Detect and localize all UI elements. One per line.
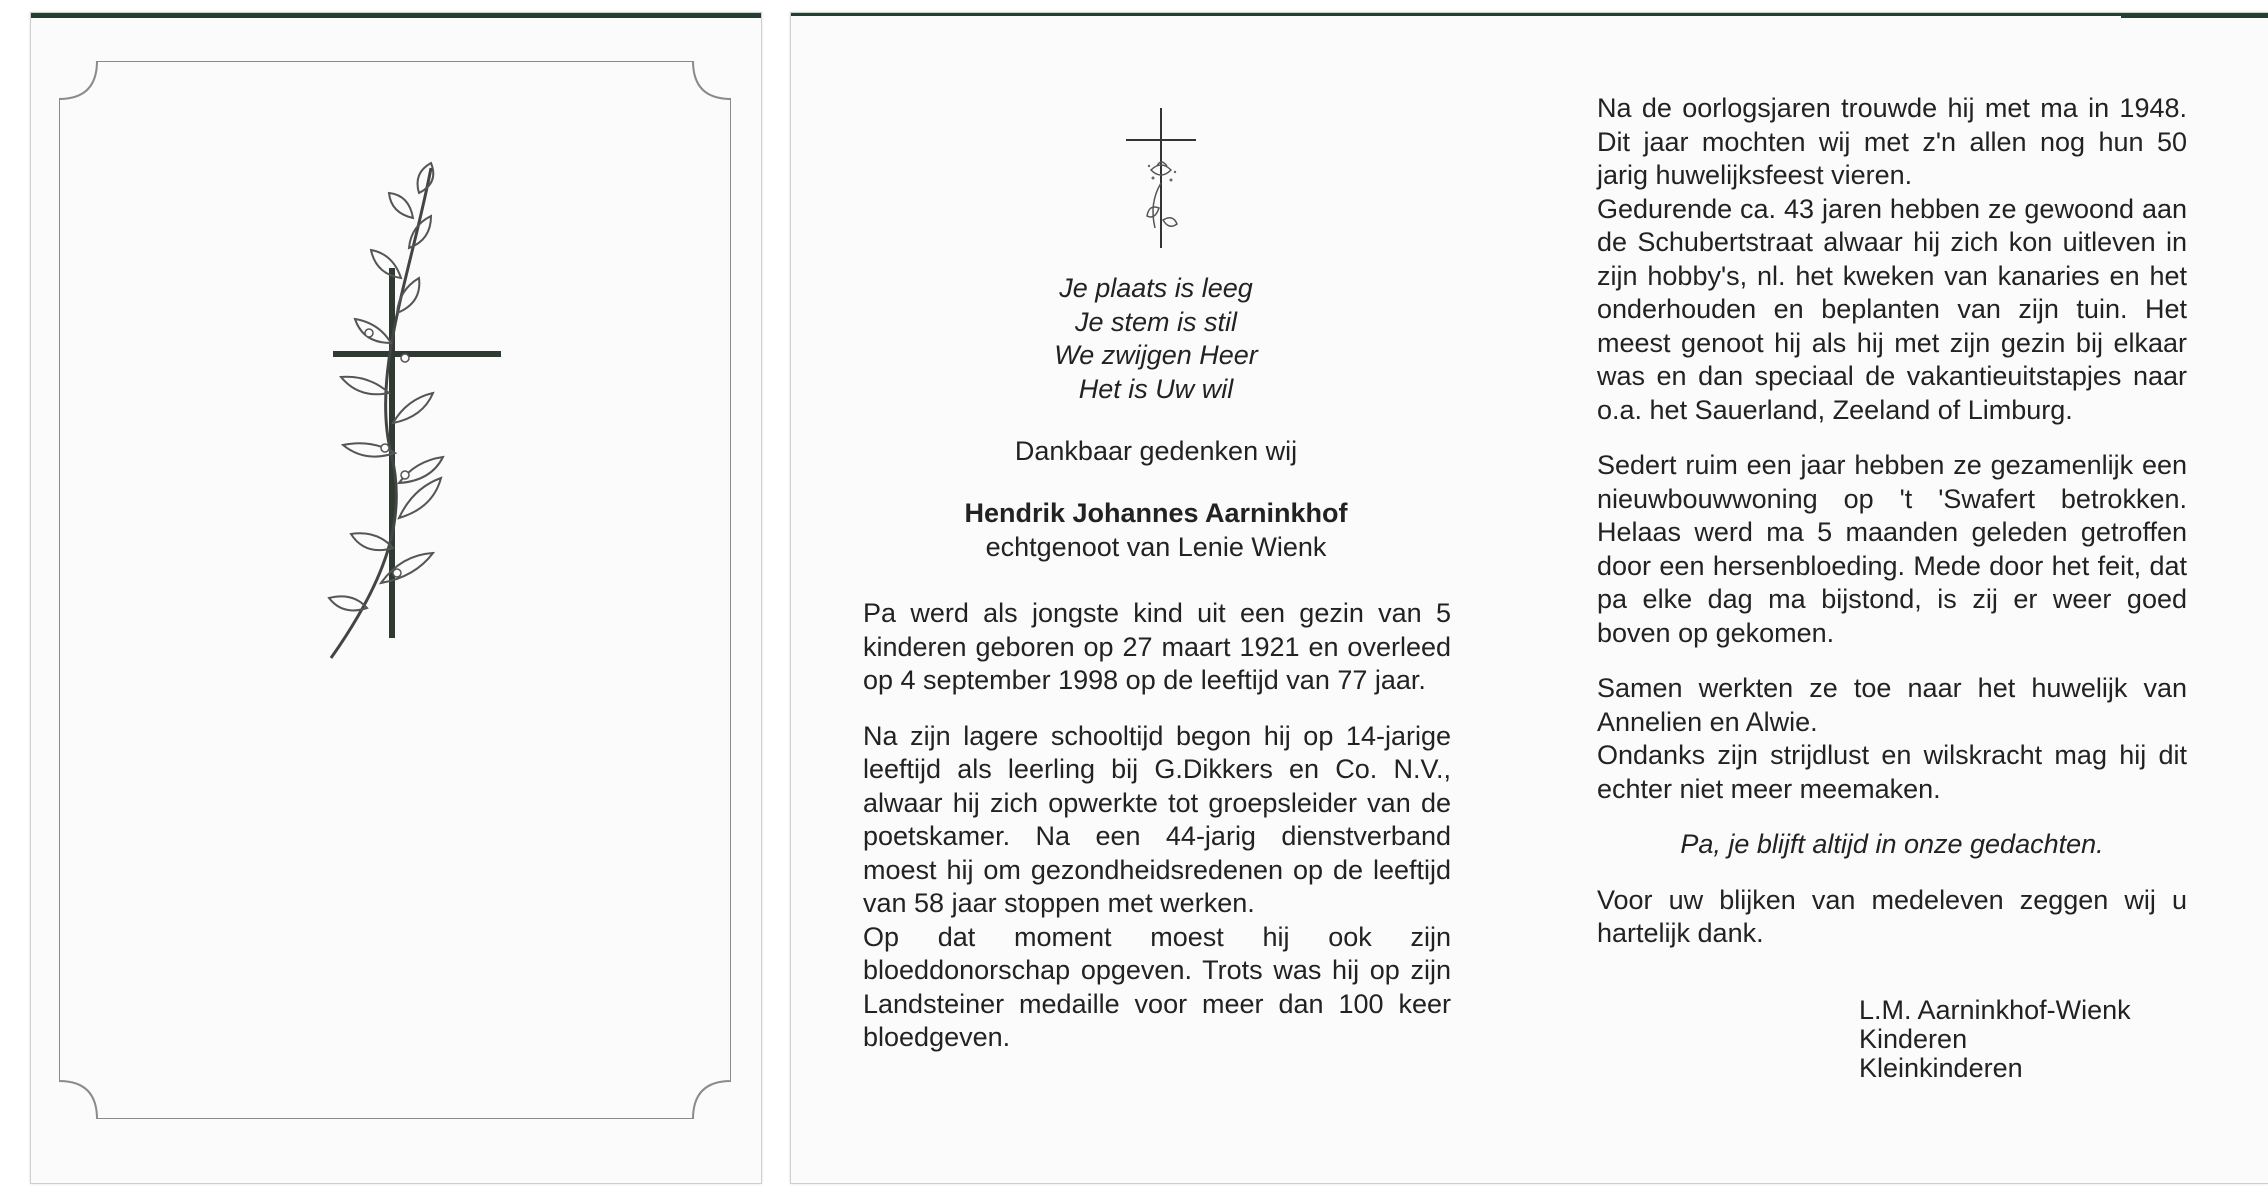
thanks-text: Voor uw blijken van medeleven zeggen wij u hartelijk dank. — [1597, 884, 2187, 948]
paragraph: Pa werd als jongste kind uit een gezin van 5 kinderen geboren op 27 maart 1921 en overleed op 4 september 1998 op de leeftijd van 77 jaar. — [863, 598, 1451, 695]
card-cover — [30, 12, 762, 1184]
paragraph: Gedurende ca. 43 jaren hebben ze gewoond aan de Schubertstraat alwaar hij zich kon uitleven in zijn hobby's, nl. het kweken van kanaries en het onderhouden en beplanten van zijn tuin. Het meest genoot hij als hij met zijn gezin bij elkaar was en dan speciaal de vakantieuitstapjes naar o.a. het Sauerland, Zeeland of Limburg. — [1597, 193, 2187, 425]
deceased-name: Hendrik Johannes Aarninkhof — [964, 498, 1348, 528]
paragraph: Ondanks zijn strijdlust en wilskracht mag hij dit echter niet meer meemaken. — [1597, 740, 2187, 804]
poem-line: We zwijgen Heer — [1054, 340, 1258, 370]
deceased-block — [881, 497, 1431, 564]
inside-top-edge-dark — [2121, 13, 2268, 18]
paragraph: Na zijn lagere schooltijd begon hij op 14-jarige leeftijd als leerling bij G.Dikkers en Co. N.V., alwaar hij zich opwerkte tot groepsleider van de poetskamer. Na een 44-jarig dienstverband moest hij om gezondheidsredenen op de leeftijd van 58 jaar stoppen met werken. — [863, 720, 1451, 918]
signature-line: Kleinkinderen — [1859, 1053, 2023, 1083]
paragraph: Samen werkten ze toe naar het huwelijk van Annelien en Alwie. — [1597, 673, 2187, 737]
right-column-text — [1597, 92, 2187, 951]
left-column-text — [863, 597, 1451, 1055]
paragraph: Na de oorlogsjaren trouwde hij met ma in 1948. Dit jaar mochten wij met z'n allen nog hun 50 jarig huwelijksfeest vieren. — [1597, 93, 2187, 190]
poem-line: Je plaats is leeg — [1059, 273, 1253, 303]
poem-line: Je stem is stil — [1074, 306, 1238, 337]
intro-text: Dankbaar gedenken wij — [1014, 436, 1298, 466]
signature-line: L.M. Aarninkhof-Wienk — [1859, 995, 2131, 1025]
signature-line: Kinderen — [1859, 1024, 1968, 1054]
cross-with-branch-icon — [301, 153, 501, 678]
deceased-spouse: echtgenoot van Lenie Wienk — [985, 531, 1327, 562]
cover-top-edge — [31, 13, 761, 18]
closing-quote: Pa, je blijft altijd in onze gedachten. — [1680, 829, 2104, 859]
poem — [931, 272, 1381, 406]
intro-line — [931, 435, 1381, 469]
paragraph: Op dat moment moest hij ook zijn bloeddonorschap opgeven. Trots was hij op zijn Landsteiner medaille voor meer dan 100 keer bloedgeven. — [863, 921, 1451, 1052]
paragraph: Sedert ruim een jaar hebben ze gezamenlijk een nieuwbouwwoning op 't 'Swafert betrokken. Helaas werd ma 5 maanden geleden getroffen door een hersenbloeding. Mede door het feit, dat pa elke dag ma bijstond, is zij er weer goed boven op gekomen. — [1597, 450, 2187, 648]
signature-block — [1859, 996, 2131, 1083]
inside-top-edge — [791, 13, 2268, 16]
poem-line: Het is Uw wil — [1078, 373, 1234, 404]
cross-with-flower-icon — [1121, 108, 1201, 258]
card-inside — [790, 12, 2268, 1184]
